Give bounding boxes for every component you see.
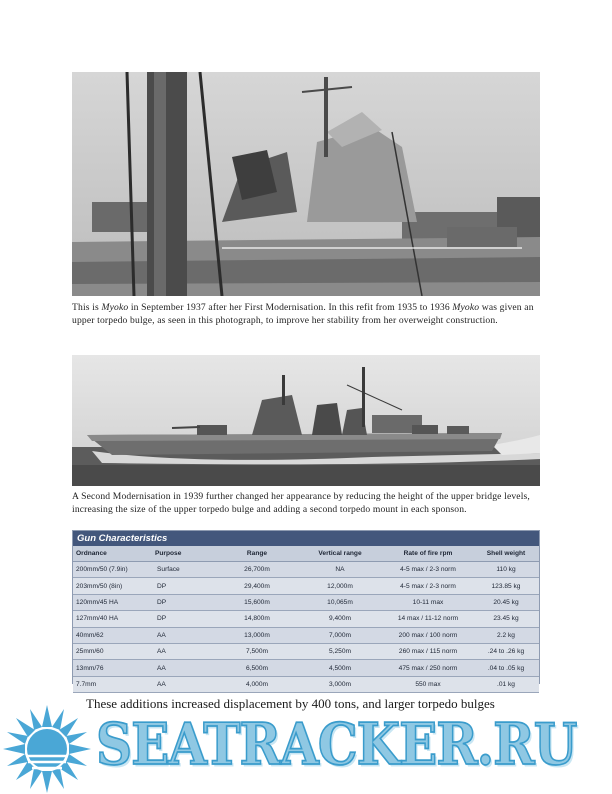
photo-myoko-1937 bbox=[72, 72, 540, 296]
cell-ordnance: 25mm/60 bbox=[76, 648, 104, 656]
table-row bbox=[73, 660, 539, 676]
header-rate-of-fire: Rate of fire rpm bbox=[403, 550, 453, 557]
table-row bbox=[73, 677, 539, 693]
header-vertical-range: Vertical range bbox=[318, 550, 362, 557]
sun-icon bbox=[2, 704, 92, 794]
cell-vertical-range: NA bbox=[335, 566, 345, 574]
cell-rate-of-fire: 4-5 max / 2-3 norm bbox=[400, 582, 456, 590]
cell-ordnance: 40mm/62 bbox=[76, 631, 104, 639]
photo-myoko-1937-caption bbox=[72, 302, 542, 327]
body-paragraph: These additions increased displacement by 400 tons, and larger torpedo bulges bbox=[86, 696, 495, 711]
cell-rate-of-fire: 200 max / 100 norm bbox=[398, 631, 458, 639]
cell-range: 26,700m bbox=[244, 566, 270, 574]
cell-shell-weight: .24 to .26 kg bbox=[487, 648, 525, 656]
photo-myoko-1939 bbox=[72, 355, 540, 486]
cell-purpose: AA bbox=[157, 680, 166, 688]
table-row bbox=[73, 562, 539, 578]
cell-purpose: DP bbox=[157, 582, 167, 590]
cell-vertical-range: 5,250m bbox=[329, 648, 351, 656]
cell-vertical-range: 9,400m bbox=[329, 615, 351, 623]
cell-shell-weight: 23.45 kg bbox=[493, 615, 519, 623]
cell-ordnance: 13mm/76 bbox=[76, 664, 104, 672]
cell-range: 29,400m bbox=[244, 582, 270, 590]
cell-purpose: DP bbox=[157, 598, 167, 606]
caption-1-part-before: This is bbox=[72, 302, 102, 313]
cell-shell-weight: 123.85 kg bbox=[491, 582, 521, 590]
gun-table-header-row bbox=[73, 546, 539, 562]
cell-vertical-range: 10,065m bbox=[327, 598, 353, 606]
caption-1-part-middle: in September 1937 after her First Modernisation. In this refit from 1935 to 1936 bbox=[128, 302, 453, 313]
cell-ordnance: 120mm/45 HA bbox=[76, 598, 119, 606]
header-ordnance: Ordnance bbox=[76, 550, 107, 557]
watermark-text: SEATRACKER.RU bbox=[96, 710, 577, 778]
cell-rate-of-fire: 14 max / 11-12 norm bbox=[397, 615, 459, 623]
table-row bbox=[73, 644, 539, 660]
cell-rate-of-fire: 10-11 max bbox=[412, 598, 444, 606]
cell-shell-weight: 20.45 kg bbox=[493, 598, 519, 606]
caption-1-ship-name-2: Myoko bbox=[452, 302, 480, 313]
cell-range: 14,800m bbox=[244, 615, 270, 623]
cell-rate-of-fire: 475 max / 250 norm bbox=[398, 664, 458, 672]
cell-range: 13,000m bbox=[244, 631, 270, 639]
cell-purpose: DP bbox=[157, 615, 167, 623]
header-purpose: Purpose bbox=[155, 550, 182, 557]
cell-vertical-range: 12,000m bbox=[327, 582, 353, 590]
header-range: Range bbox=[246, 550, 268, 557]
cell-ordnance: 127mm/40 HA bbox=[76, 615, 119, 623]
cell-purpose: Surface bbox=[157, 566, 180, 574]
cell-shell-weight: .04 to .05 kg bbox=[487, 664, 525, 672]
gun-characteristics-table bbox=[72, 530, 540, 688]
cell-rate-of-fire: 260 max / 115 norm bbox=[398, 648, 458, 656]
caption-1-ship-name: Myoko bbox=[101, 302, 129, 313]
cell-rate-of-fire: 4-5 max / 2-3 norm bbox=[400, 566, 456, 574]
table-row bbox=[73, 628, 539, 644]
caption-1-part-after: was given an upper torpedo bulge, as seen in this photograph, to improve her stability from her overweight construction. bbox=[72, 302, 534, 326]
cell-ordnance: 200mm/50 (7.9in) bbox=[76, 566, 128, 574]
table-row bbox=[73, 595, 539, 611]
cell-shell-weight: 110 kg bbox=[496, 566, 516, 574]
photo-myoko-1937-image bbox=[72, 72, 540, 296]
photo-myoko-1939-image bbox=[72, 355, 540, 486]
photo-myoko-1939-caption: A Second Modernisation in 1939 further changed her appearance by reducing the height of the upper bridge levels, increasing the size of the upper torpedo bulge and adding a second torpedo mount in each sponson. bbox=[72, 491, 530, 515]
cell-rate-of-fire: 550 max bbox=[415, 680, 441, 688]
cell-range: 15,600m bbox=[244, 598, 270, 606]
seatracker-watermark bbox=[0, 700, 612, 792]
cell-vertical-range: 4,500m bbox=[329, 664, 351, 672]
cell-range: 4,000m bbox=[246, 680, 268, 688]
cell-purpose: AA bbox=[157, 648, 166, 656]
gun-table-title: Gun Characteristics bbox=[73, 531, 539, 546]
cell-purpose: AA bbox=[157, 664, 166, 672]
cell-shell-weight: .01 kg bbox=[497, 680, 515, 688]
cell-ordnance: 203mm/50 (8in) bbox=[76, 582, 123, 590]
table-row bbox=[73, 578, 539, 594]
gun-table-body bbox=[73, 562, 539, 693]
header-shell-weight: Shell weight bbox=[486, 550, 526, 557]
cell-vertical-range: 7,000m bbox=[329, 631, 351, 639]
cell-range: 7,500m bbox=[246, 648, 268, 656]
cell-range: 6,500m bbox=[246, 664, 268, 672]
cell-vertical-range: 3,000m bbox=[329, 680, 351, 688]
cell-shell-weight: 2.2 kg bbox=[497, 631, 515, 639]
cell-purpose: AA bbox=[157, 631, 166, 639]
table-row bbox=[73, 611, 539, 627]
cell-ordnance: 7.7mm bbox=[76, 680, 97, 688]
